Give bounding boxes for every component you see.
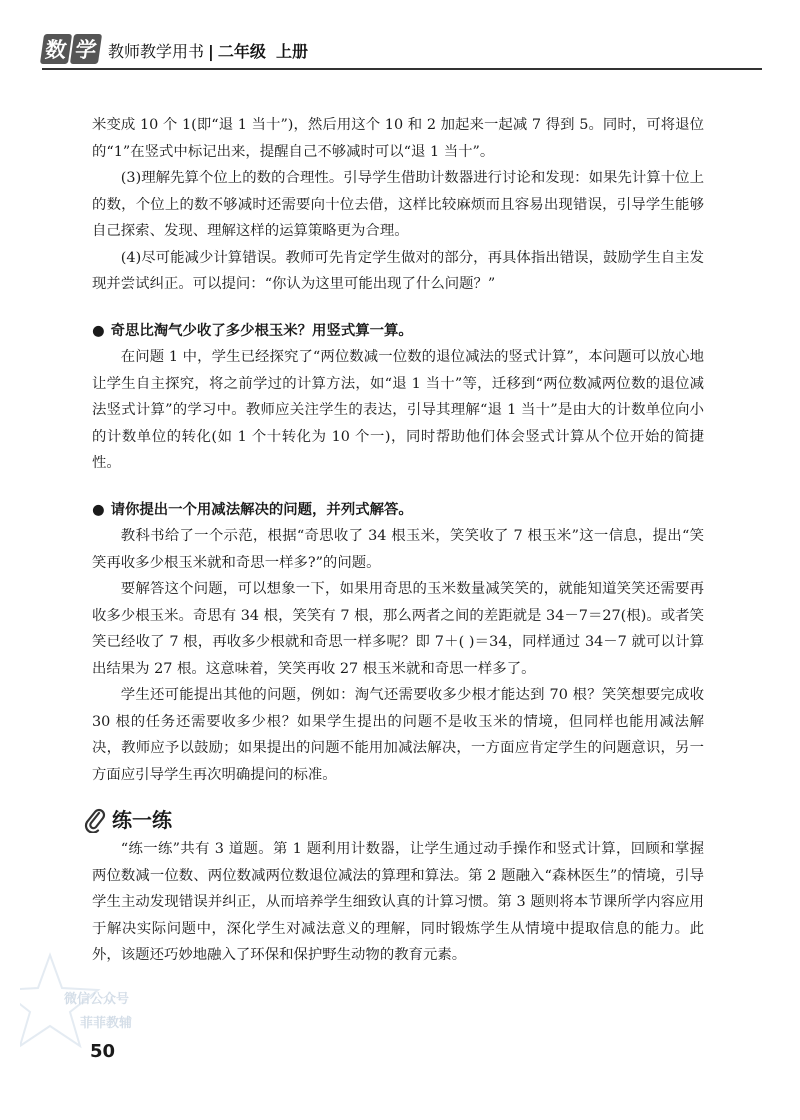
intro-paragraph: (4)尽可能减少计算错误。教师可先肯定学生做对的部分，再具体指出错误，鼓励学生自主发现并尝试纠正。可以提问：“你认为这里可能出现了什么问题？” — [92, 249, 704, 292]
page-content — [92, 112, 704, 969]
logo-char-1: 数 — [40, 34, 72, 64]
page-header — [42, 34, 762, 74]
paperclip-icon — [84, 807, 106, 833]
practice-section-title — [84, 804, 696, 836]
subject-logo — [42, 34, 102, 64]
bullet-icon: ● — [92, 501, 105, 518]
practice-title-text: 练一练 — [112, 808, 172, 832]
watermark-line1: 微信公众号 — [64, 992, 130, 1007]
logo-char-2: 学 — [70, 34, 102, 64]
question-paragraph: 教科书给了一个示范，根据“奇思收了 34 根玉米，笑笑收了 7 根玉米”这一信息，提出“笑笑再收多少根玉米就和奇思一样多?”的问题。 — [92, 528, 704, 571]
practice-paragraph: “练一练”共有 3 道题。第 1 题利用计数器，让学生通过动手操作和竖式计算，回顾和掌握两位数减一位数、两位数减两位数退位减法的算理和算法。第 2 题融入“森林医生”的情境，引导学生主动发现错误并纠正，从而培养学生细致认真的计算习惯。第 3 题则将本节课所学内容应用于解决实际问题中，深化学生对减法意义的理解，同时锻炼学生从情境中提取信息的能力。此外，该题还巧妙地融入了环保和保护野生动物的教育元素。 — [92, 841, 704, 963]
volume-label: 上册 — [276, 42, 309, 61]
question-heading — [92, 497, 704, 524]
question-heading-text: 请你提出一个用减法解决的问题，并列式解答。 — [110, 501, 413, 518]
page-number: 50 — [90, 1041, 116, 1062]
question-paragraph: 要解答这个问题，可以想象一下，如果用奇思的玉米数量减笑笑的，就能知道笑笑还需要再收多少根玉米。奇思有 34 根，笑笑有 7 根，那么两者之间的差距就是 34－7＝27(根)。或者笑笑已经收了 7 根，再收多少根就和奇思一样多呢？即 7＋( )＝34，同样通过 34－7 就可以计算出结果为 27 根。这意味着，笑笑再收 27 根玉米就和奇思一样多了。 — [92, 581, 704, 677]
question-heading — [92, 318, 704, 345]
intro-paragraph: 米变成 10 个 1(即“退 1 当十”)，然后用这个 10 和 2 加起来一起减 7 得到 5。同时，可将退位的“1”在竖式中标记出来，提醒自己不够减时可以“退 1 当十”。 — [92, 117, 704, 160]
watermark — [20, 950, 180, 1050]
header-title — [108, 39, 308, 62]
question-heading-text: 奇思比淘气少收了多少根玉米？用竖式算一算。 — [110, 322, 413, 339]
question-paragraph: 学生还可能提出其他的问题，例如：淘气还需要收多少根才能达到 70 根？笑笑想要完成收 30 根的任务还需要收多少根？如果学生提出的问题不是收玉米的情境，但同样也能用减法解决，教师应予以鼓励；如果提出的问题不能用加减法解决，一方面应肯定学生的问题意识，另一方面应引导学生再次明确提问的标准。 — [92, 687, 704, 783]
header-separator: | — [208, 42, 214, 61]
question-paragraph: 在问题 1 中，学生已经探究了“两位数减一位数的退位减法的竖式计算”，本问题可以放心地让学生自主探究，将之前学过的计算方法，如“退 1 当十”等，迁移到“两位数减两位数的退位减法竖式计算”的学习中。教师应关注学生的表达，引导其理解“退 1 当十”是由大的计数单位向小的计数单位的转化(如 1 个十转化为 10 个一)，同时帮助他们体会竖式计算从个位开始的简捷性。 — [92, 349, 704, 471]
intro-paragraph: (3)理解先算个位上的数的合理性。引导学生借助计数器进行讨论和发现：如果先计算十位上的数，个位上的数不够减时还需要向十位去借，这样比较麻烦而且容易出现错误，引导学生能够自己探索、发现、理解这样的运算策略更为合理。 — [92, 170, 704, 239]
watermark-line2: 菲菲教辅 — [80, 1016, 133, 1031]
grade-label: 二年级 — [217, 42, 266, 61]
book-title: 教师教学用书 — [108, 42, 205, 61]
header-rule — [42, 68, 762, 70]
bullet-icon: ● — [92, 322, 105, 339]
